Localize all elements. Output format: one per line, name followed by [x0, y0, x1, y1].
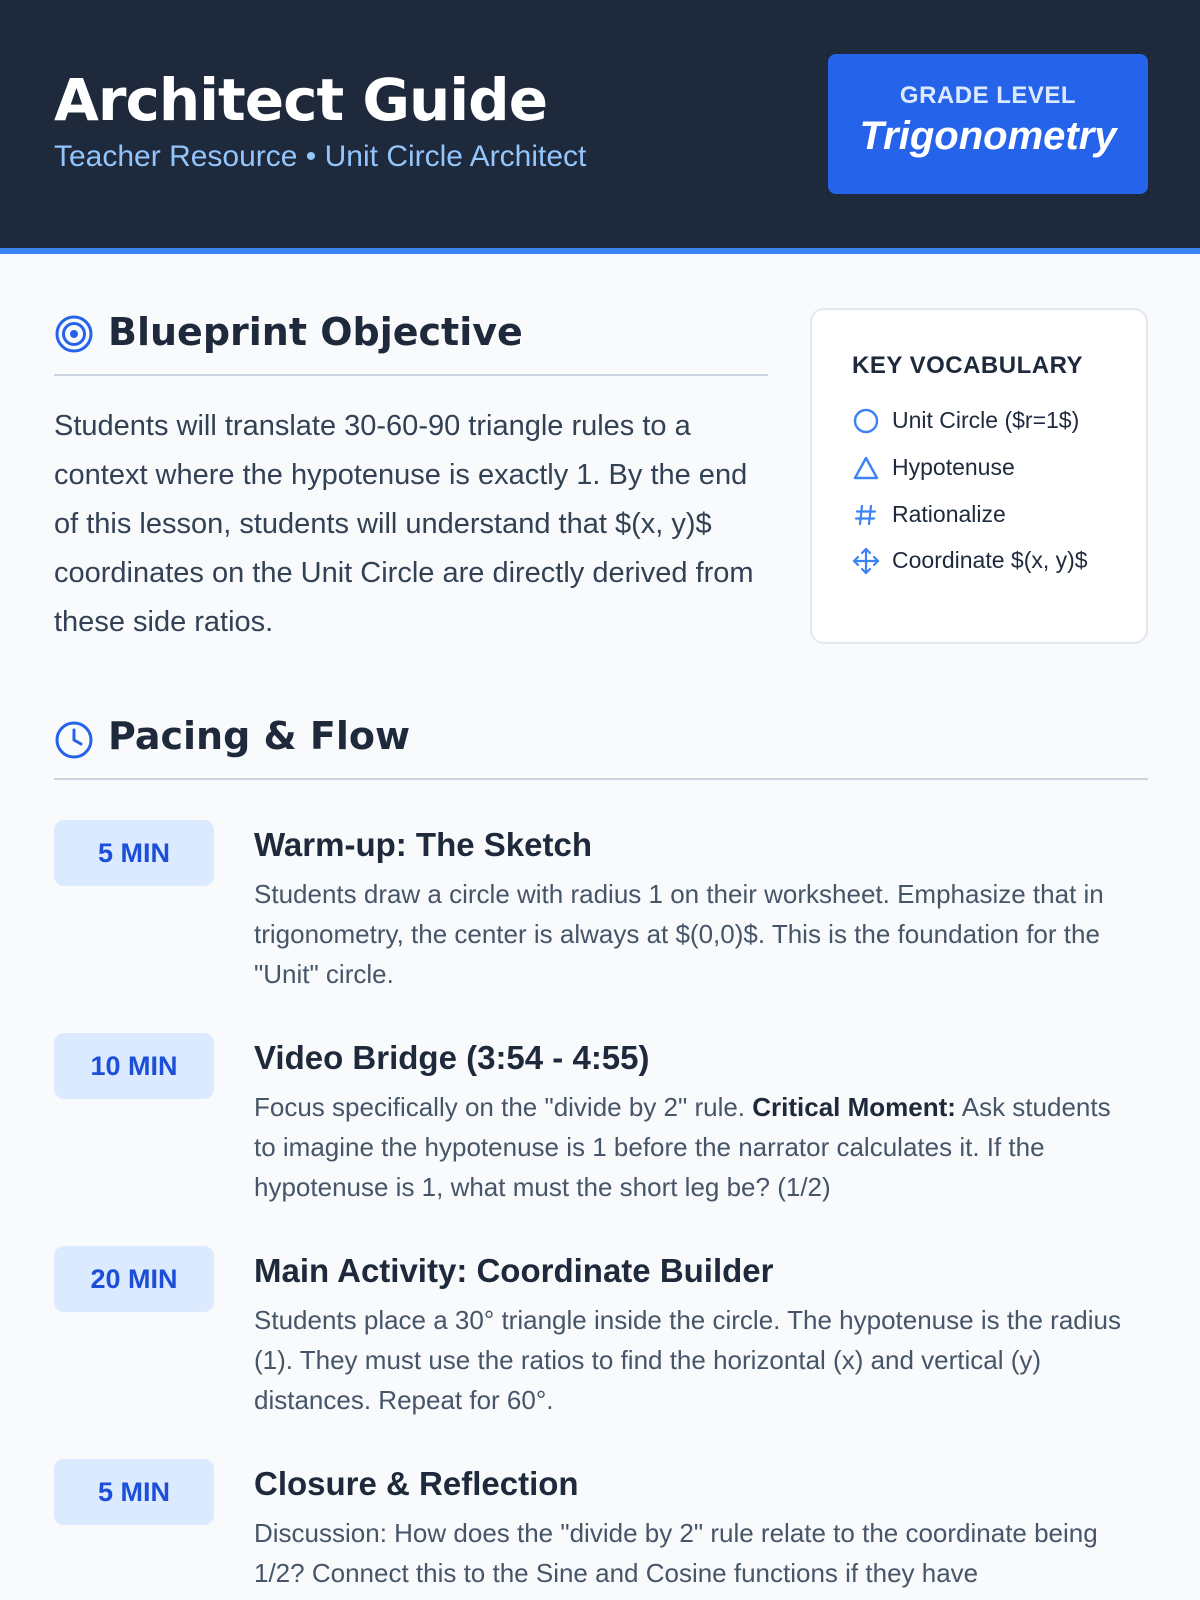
step-description-text: Ask students to imagine the hypotenuse is 1 before the narrator calculates it. If the hypotenuse is 1, what must the short leg be? (1/2) — [254, 1092, 1111, 1202]
step-description: Students draw a circle with radius 1 on their worksheet. Emphasize that in trigonometry, the center is always at $(0,0)$. This is the foundation for the "Unit" circle. — [254, 879, 1104, 989]
step-description: Discussion: How does the "divide by 2" rule relate to the coordinate being 1/2? Connect this to the Sine and Cosine functions if they have — [254, 1518, 1098, 1588]
step-title: Warm-up: The Sketch — [254, 826, 592, 863]
vocab-label: Coordinate $(x, y)$ — [892, 547, 1088, 573]
clock-icon — [54, 720, 94, 765]
objective-title: Blueprint Objective — [108, 310, 523, 354]
triangle-icon — [852, 454, 880, 482]
grade-level-label: GRADE LEVEL — [899, 82, 1077, 109]
vocab-item — [852, 544, 1142, 576]
grade-level-value: Trigonometry — [859, 114, 1117, 158]
vocab-label: Rationalize — [892, 501, 1006, 527]
objective-text: Students will translate 30-60-90 triangle rules to a context where the hypotenuse is exactly 1. By the end of this lesson, students will understand that $(x, y)$ coordinates on the Unit Circle are directly derived from these side ratios. — [54, 410, 754, 638]
critical-moment-label: Critical Moment: — [752, 1092, 956, 1122]
objective-heading — [54, 296, 768, 376]
target-icon — [54, 314, 94, 359]
step-title: Video Bridge (3:54 - 4:55) — [254, 1039, 650, 1076]
step-description — [254, 1087, 1134, 1207]
hash-icon — [852, 501, 880, 529]
vocab-item — [852, 404, 1142, 436]
time-badge: 20 MIN — [54, 1246, 214, 1312]
move-arrows-icon — [852, 547, 880, 575]
step-title: Main Activity: Coordinate Builder — [254, 1252, 774, 1289]
page-title: Architect Guide — [54, 66, 548, 134]
step-title: Closure & Reflection — [254, 1465, 579, 1502]
step-description-text: Focus specifically on the "divide by 2" rule. — [254, 1092, 753, 1122]
grade-level-badge — [828, 54, 1148, 194]
time-badge: 5 MIN — [54, 1459, 214, 1525]
circle-icon — [852, 407, 880, 435]
pacing-heading — [54, 702, 1148, 780]
key-vocabulary-card — [810, 308, 1148, 644]
time-badge: 10 MIN — [54, 1033, 214, 1099]
pacing-title: Pacing & Flow — [108, 714, 411, 758]
step-description: Students place a 30° triangle inside the circle. The hypotenuse is the radius (1). They must use the ratios to find the horizontal (x) and vertical (y) distances. Repeat for 60°. — [254, 1305, 1122, 1415]
time-badge: 5 MIN — [54, 820, 214, 886]
vocab-label: Hypotenuse — [892, 454, 1015, 480]
vocab-label: Unit Circle ($r=1$) — [892, 407, 1080, 433]
vocab-item — [852, 498, 1142, 530]
vocab-item — [852, 451, 1142, 483]
header-banner — [0, 0, 1200, 254]
page-subtitle: Teacher Resource • Unit Circle Architect — [54, 140, 587, 173]
vocab-title: KEY VOCABULARY — [852, 352, 1084, 379]
